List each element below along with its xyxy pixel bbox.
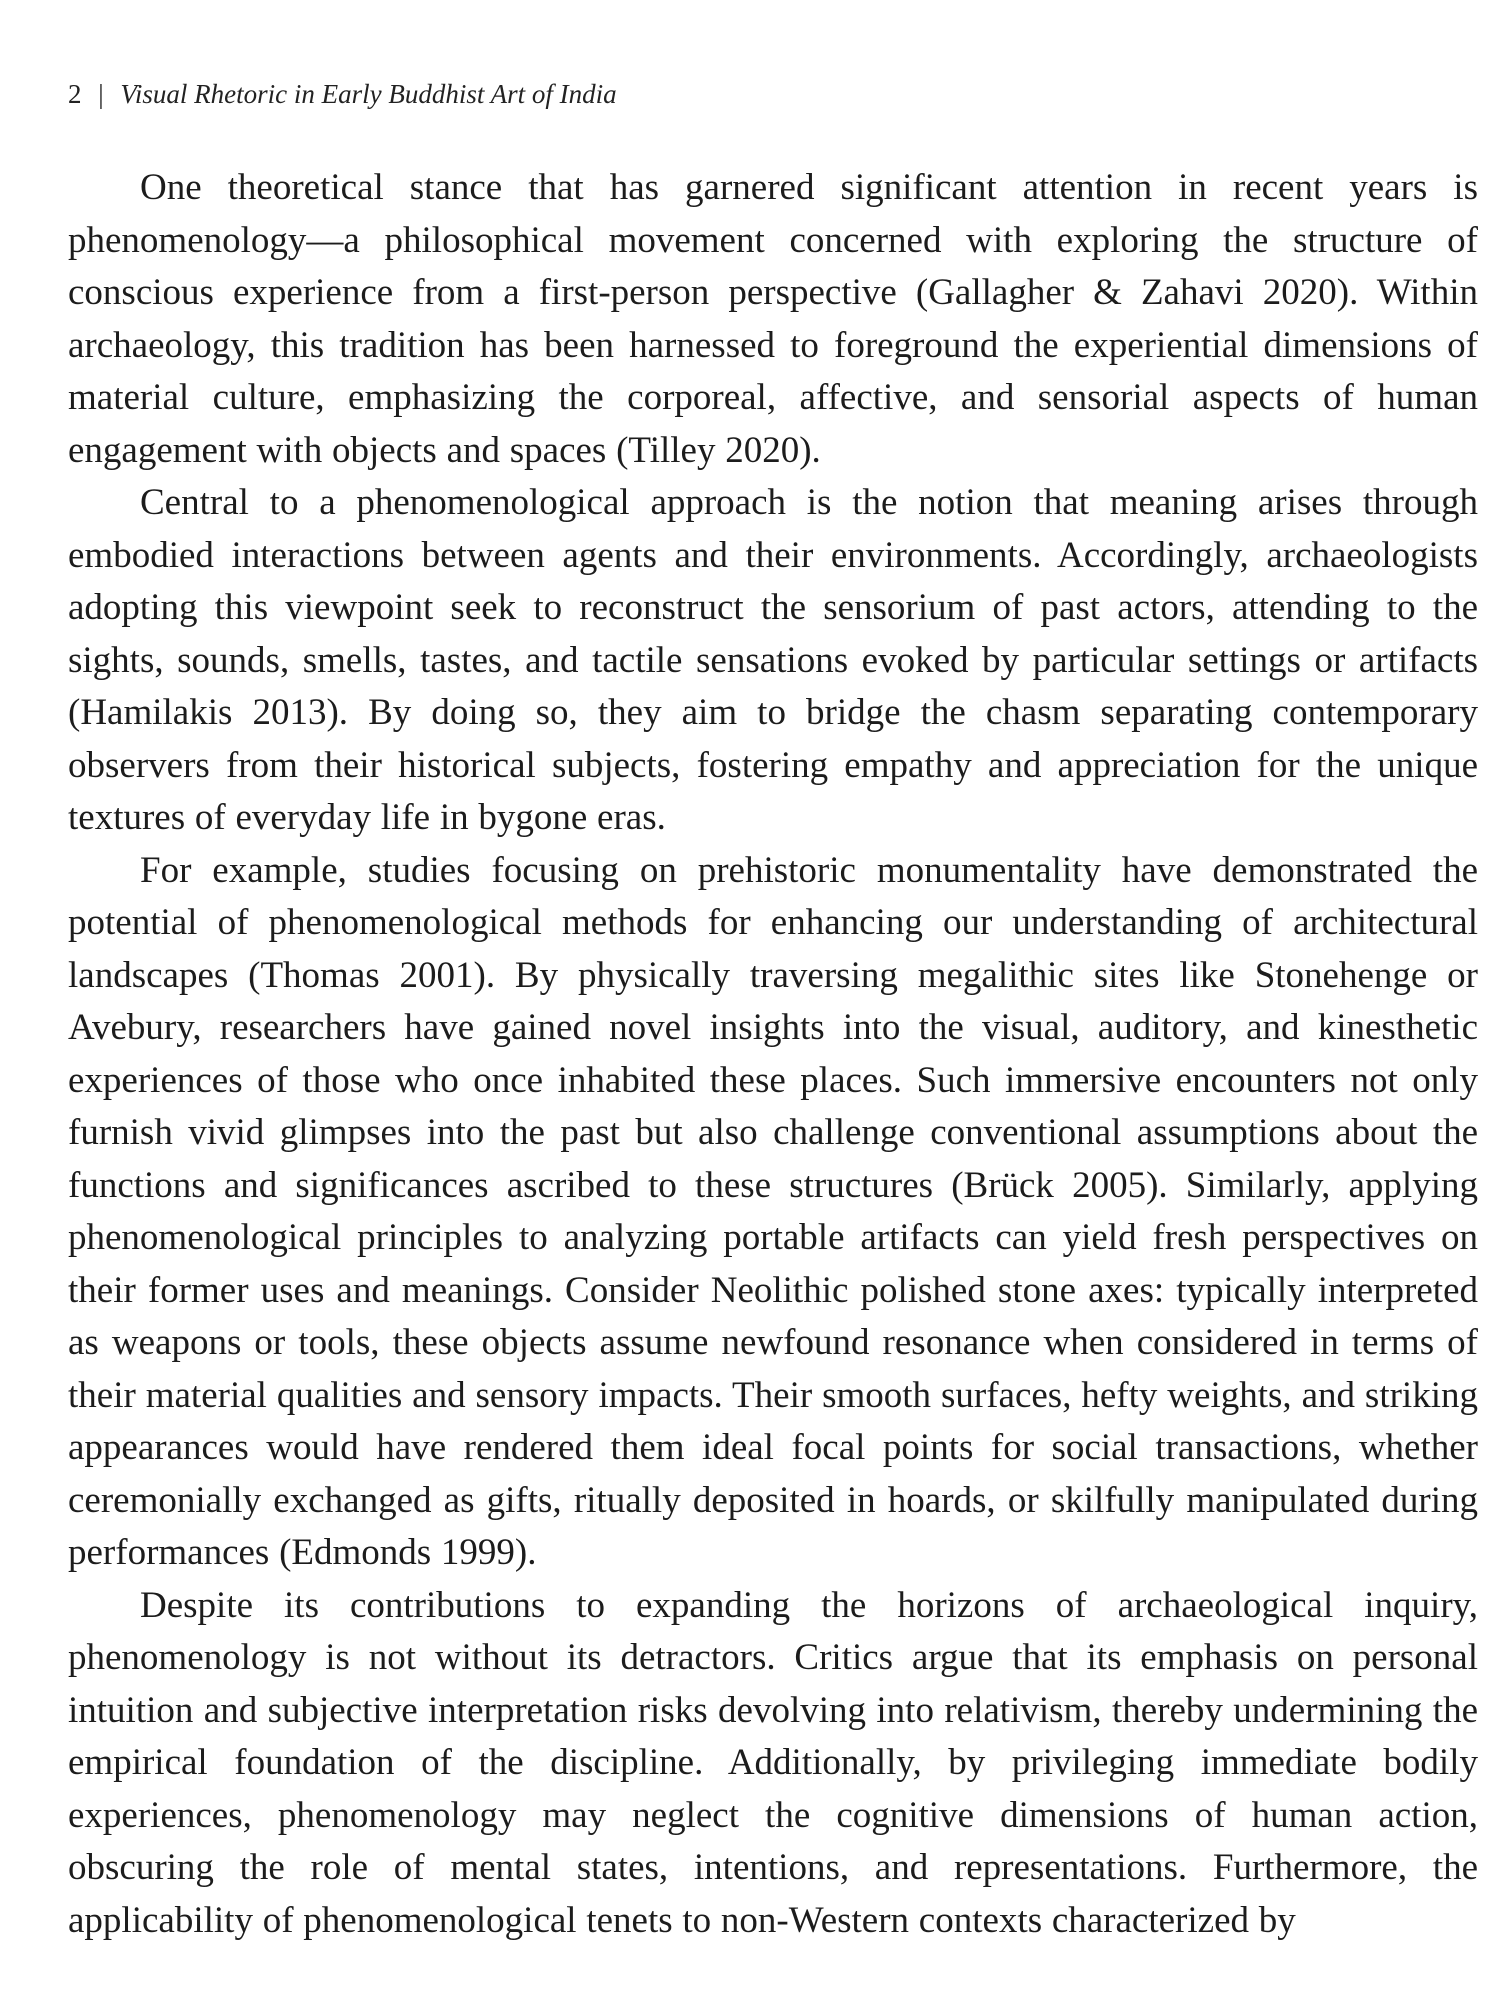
paragraph-monumentality-example: For example, studies focusing on prehistoric monumentality have demonstrated the potential of phenomenological methods for enhancing our understanding of architectural landscapes (Thomas 2001). By physically traversing megalithic sites like Stonehenge or Avebury, researchers have gained novel insights into the visual, auditory, and kinesthetic experiences of those who once inhabited these places. Such immersive encounters not only furnish vivid glimpses into the past but also challenge conventional assumptions about the functions and significances ascribed to these structures (Brück 2005). Similarly, applying phenomenological principles to analyzing portable artifacts can yield fresh perspectives on their former uses and meanings. Consider Neolithic polished stone axes: typically interpreted as weapons or tools, these objects assume newfound resonance when considered in terms of their material qualities and sensory impacts. Their smooth surfaces, hefty weights, and striking appearances would have rendered them ideal focal points for social transactions, whether ceremonially exchanged as gifts, ritually deposited in hoards, or skilfully manipulated during performances (Edmonds 1999). [68, 849, 1478, 1573]
running-head [68, 74, 617, 114]
paragraph-embodied-interactions: Central to a phenomenological approach is the notion that meaning arises through embodied interactions between agents and their environments. Accordingly, archaeologists adopting this viewpoint seek to reconstruct the sensorium of past actors, attending to the sights, sounds, smells, tastes, and tactile sensations evoked by particular settings or artifacts (Hamilakis 2013). By doing so, they aim to bridge the chasm separating contemporary observers from their historical subjects, fostering empathy and appreciation for the unique textures of everyday life in bygone eras. [68, 482, 1478, 838]
paragraph-phenomenology-intro: One theoretical stance that has garnered significant attention in recent years is phenomenology—a philosophical movement concerned with exploring the structure of conscious experience from a first-person perspective (Gallagher & Zahavi 2020). Within archaeology, this tradition has been harnessed to foreground the experiential dimensions of material culture, emphasizing the corporeal, affective, and sensorial aspects of human engagement with objects and spaces (Tilley 2020). [68, 167, 1478, 471]
book-title: Visual Rhetoric in Early Buddhist Art of India [120, 79, 617, 109]
page-number: 2 [68, 79, 82, 109]
paragraph-critiques: Despite its contributions to expanding the horizons of archaeological inquiry, phenomenology is not without its detractors. Critics argue that its emphasis on personal intuition and subjective interpretation risks devolving into relativism, thereby undermining the empirical foundation of the discipline. Additionally, by privileging immediate bodily experiences, phenomenology may neglect the cognitive dimensions of human action, obscuring the role of mental states, intentions, and representations. Furthermore, the applicability of phenomenological tenets to non-Western contexts characterized by [68, 1584, 1478, 1941]
body-text [68, 162, 1478, 1947]
header-separator: | [98, 79, 104, 109]
